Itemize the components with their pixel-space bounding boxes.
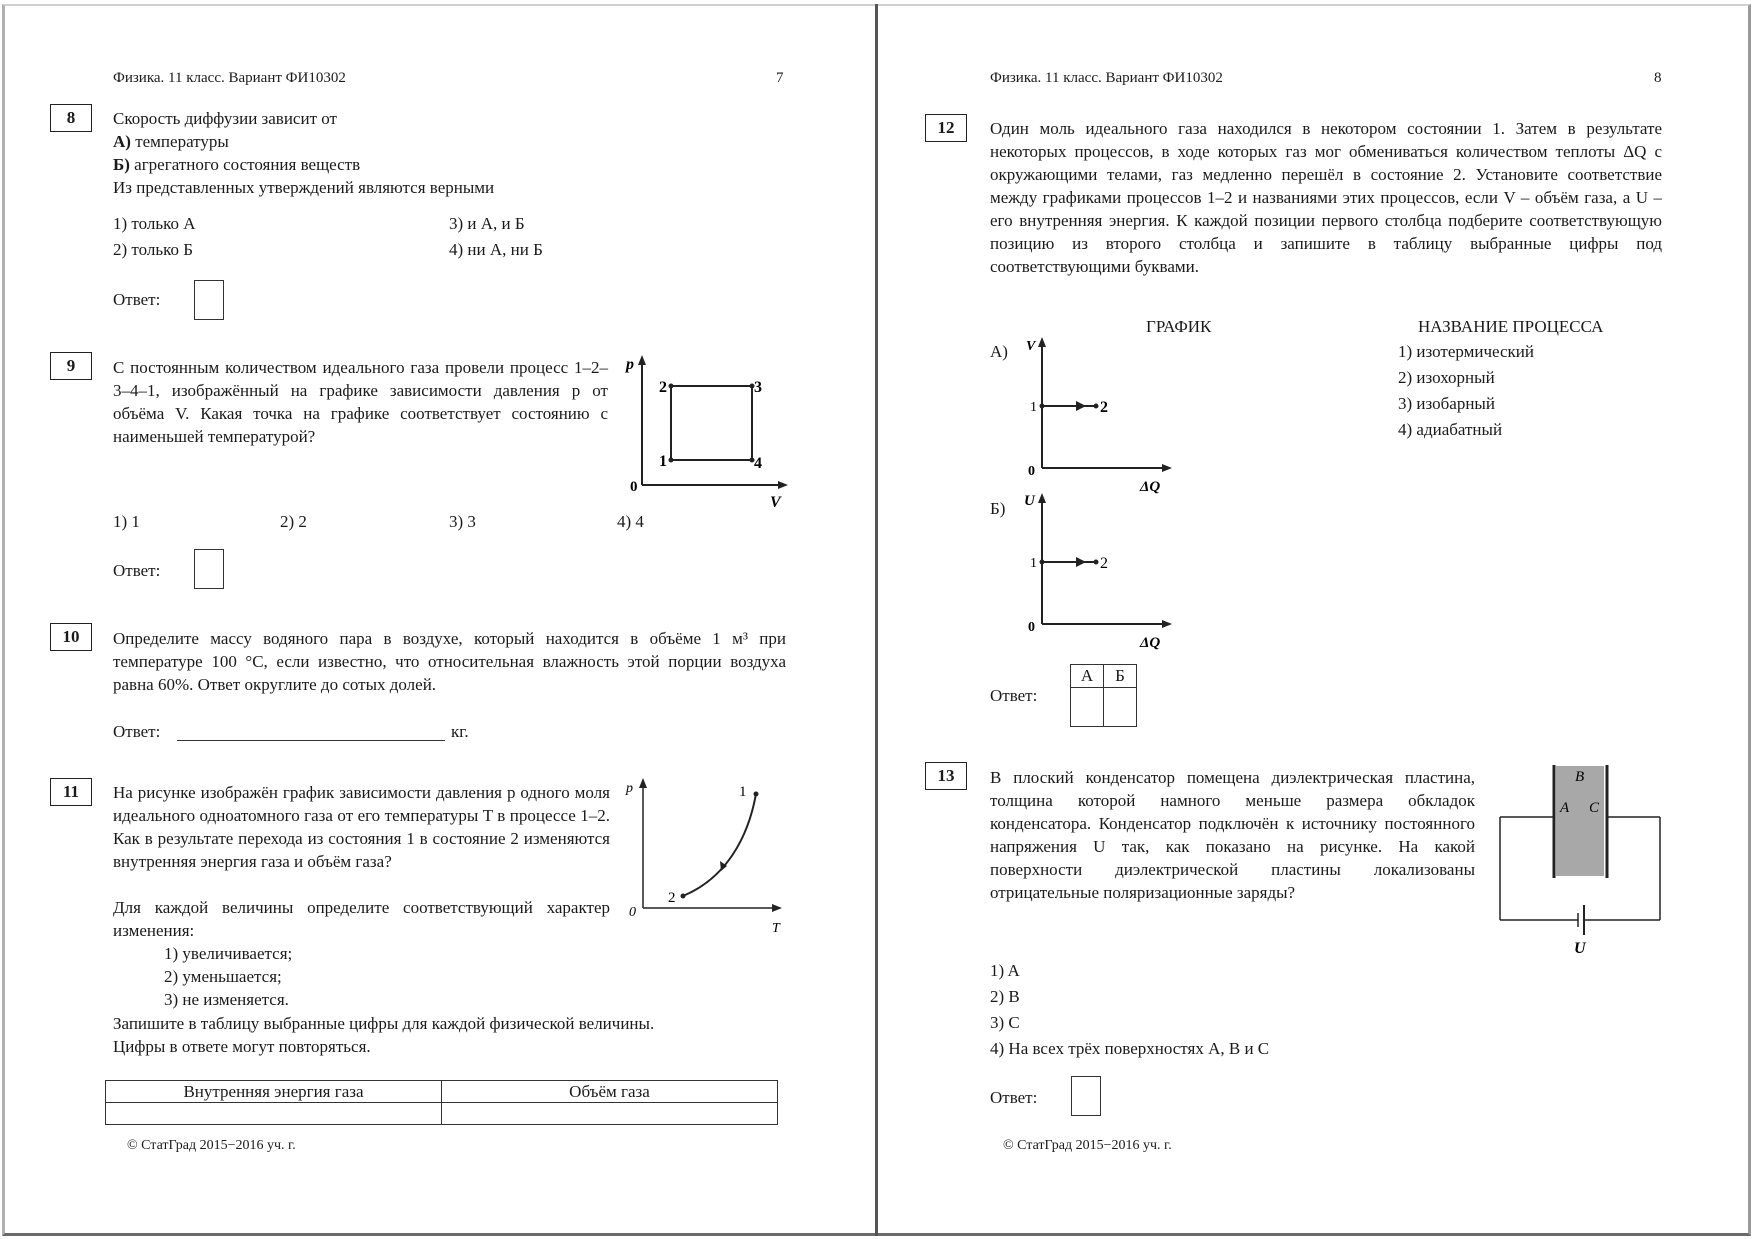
process-option-3: 3) изобарный bbox=[1398, 394, 1495, 413]
page-header: Физика. 11 класс. Вариант ФИ10302 bbox=[113, 70, 346, 86]
right-page bbox=[878, 0, 1754, 1239]
energy-answer-cell[interactable] bbox=[106, 1103, 442, 1125]
q8-item-b: Б) агрегатного состояния веществ bbox=[113, 155, 361, 174]
graph-b-label: Б) bbox=[990, 499, 1006, 518]
q10-unit: кг. bbox=[451, 722, 469, 741]
q11-answer-table bbox=[105, 1080, 778, 1125]
surface-b-label: B bbox=[1575, 769, 1585, 785]
q11-choice-3: 3) не изменяется. bbox=[164, 990, 289, 1009]
svg-text:1: 1 bbox=[739, 784, 747, 800]
q8-stem: Скорость диффузии зависит от bbox=[113, 109, 337, 128]
table-header-volume: Объём газа bbox=[442, 1081, 778, 1103]
table-header-energy: Внутренняя энергия газа bbox=[106, 1081, 442, 1103]
svg-text:0: 0 bbox=[630, 479, 638, 495]
q13-option-2[interactable]: 2) B bbox=[990, 987, 1020, 1006]
graph-column-header: ГРАФИК bbox=[1146, 317, 1212, 336]
svg-text:0: 0 bbox=[1028, 464, 1035, 479]
q10-text: Определите массу водяного пара в воздухе, который находится в объёме 1 м³ при температуре 100 °С, если известно, что относительная влажность этой порции воздуха равна 60%. Ответ округлите до сотых долей. bbox=[113, 629, 786, 694]
q8-option-2[interactable]: 2) только Б bbox=[113, 240, 194, 259]
svg-text:1: 1 bbox=[1030, 400, 1037, 415]
svg-text:2: 2 bbox=[1100, 399, 1108, 416]
question-number-8: 8 bbox=[50, 104, 92, 132]
q9-option-4[interactable]: 4) 4 bbox=[617, 512, 644, 531]
q9-option-3[interactable]: 3) 3 bbox=[449, 512, 476, 531]
page-header: Физика. 11 класс. Вариант ФИ10302 bbox=[990, 70, 1223, 86]
q9-option-2[interactable]: 2) 2 bbox=[280, 512, 307, 531]
q13-answer-label: Ответ: bbox=[990, 1088, 1038, 1107]
q11-pt-graph bbox=[626, 778, 786, 938]
svg-text:0: 0 bbox=[1028, 620, 1035, 635]
graph-a-v-vs-dq bbox=[1016, 335, 1176, 495]
volume-answer-cell[interactable] bbox=[442, 1103, 778, 1125]
q13-text: В плоский конденсатор помещена диэлектрическая пластина, толщина которой намного меньше размера обкладок конденсатора. Конденсатор подключён к источнику постоянного напряжения U так, как показано на рисунке. На какой поверхности диэлектрической пластины локализованы отрицательные поляризационные заряды? bbox=[990, 768, 1475, 902]
process-option-1: 1) изотермический bbox=[1398, 342, 1534, 361]
q8-item-a: А) температуры bbox=[113, 132, 229, 151]
svg-text:4: 4 bbox=[754, 455, 762, 472]
svg-text:0: 0 bbox=[629, 905, 636, 920]
svg-text:ΔQ: ΔQ bbox=[1140, 635, 1161, 651]
q12-text: Один моль идеального газа находился в некотором состоянии 1. Затем в результате некоторых процессов, в ходе которых газ мог обмениваться количеством теплоты ΔQ с окружающими телами, газ медленно перешёл в состояние 2. Установите соответствие между графиками процессов 1–2 и названиями этих процессов, если V – объём газа, а U – его внутренняя энергия. К каждой позиции первого столбца подберите соответствующую позицию из второго столбца и запишите в таблицу выбранные цифры под соответствующими буквами. bbox=[990, 119, 1662, 276]
page-number: 8 bbox=[1654, 70, 1662, 86]
q9-pv-graph bbox=[620, 355, 790, 510]
voltage-label: U bbox=[1574, 940, 1586, 957]
copyright-footer: © СтатГрад 2015−2016 уч. г. bbox=[1003, 1138, 1172, 1153]
surface-a-label: A bbox=[1560, 800, 1570, 816]
q13-answer-box[interactable] bbox=[1071, 1076, 1101, 1116]
q9-text: С постоянным количеством идеального газа провели процесс 1–2–3–4–1, изображённый на графике зависимости давления p от объёма V. Какая точка на графике соответствует состоянию с наименьшей температурой? bbox=[113, 358, 608, 446]
q12-answer-label: Ответ: bbox=[990, 686, 1038, 705]
q8-prompt: Из представленных утверждений являются верными bbox=[113, 178, 495, 197]
answer-cell-b[interactable] bbox=[1104, 688, 1137, 727]
process-column-header: НАЗВАНИЕ ПРОЦЕССА bbox=[1418, 317, 1604, 336]
question-number-13: 13 bbox=[925, 762, 967, 790]
answer-col-a: А bbox=[1071, 665, 1104, 688]
q11-instruction-1: Запишите в таблицу выбранные цифры для каждой физической величины. bbox=[113, 1014, 655, 1033]
graph-b-u-vs-dq bbox=[1016, 491, 1176, 651]
q11-text: На рисунке изображён график зависимости давления p одного моля идеального одноатомного газа от его температуры T в процессе 1–2. Как в результате перехода из состояния 1 в состояние 2 изменяются внутренняя энергия газа и объём газа? bbox=[113, 783, 610, 871]
question-number-10: 10 bbox=[50, 623, 92, 651]
q9-option-1[interactable]: 1) 1 bbox=[113, 512, 140, 531]
q12-answer-table bbox=[1070, 664, 1137, 727]
v-axis-label: V bbox=[770, 494, 781, 511]
q8-option-3[interactable]: 3) и А, и Б bbox=[449, 214, 525, 233]
svg-text:3: 3 bbox=[754, 379, 762, 396]
q13-option-1[interactable]: 1) A bbox=[990, 961, 1020, 980]
q8-option-1[interactable]: 1) только А bbox=[113, 214, 196, 233]
q8-answer-box[interactable] bbox=[194, 280, 224, 320]
q11-instruction-2: Цифры в ответе могут повторяться. bbox=[113, 1037, 371, 1056]
process-option-2: 2) изохорный bbox=[1398, 368, 1495, 387]
q13-option-3[interactable]: 3) C bbox=[990, 1013, 1020, 1032]
t-axis-label: T bbox=[772, 921, 780, 936]
page-number: 7 bbox=[776, 70, 784, 86]
svg-text:2: 2 bbox=[659, 379, 667, 396]
left-page bbox=[0, 0, 875, 1239]
capacitor-circuit-diagram bbox=[1490, 760, 1675, 965]
graph-a-label: А) bbox=[990, 342, 1008, 361]
q8-answer-label: Ответ: bbox=[113, 290, 161, 309]
p-axis-label: p bbox=[626, 356, 634, 373]
q9-answer-label: Ответ: bbox=[113, 561, 161, 580]
question-number-11: 11 bbox=[50, 778, 92, 806]
svg-text:V: V bbox=[1026, 339, 1036, 354]
q8-option-4[interactable]: 4) ни А, ни Б bbox=[449, 240, 543, 259]
copyright-footer: © СтатГрад 2015−2016 уч. г. bbox=[127, 1138, 296, 1153]
q11-choice-2: 2) уменьшается; bbox=[164, 967, 282, 986]
question-number-12: 12 bbox=[925, 114, 967, 142]
svg-text:1: 1 bbox=[1030, 556, 1037, 571]
q11-choice-1: 1) увеличивается; bbox=[164, 944, 293, 963]
q11-text2: Для каждой величины определите соответствующий характер изменения: bbox=[113, 898, 610, 940]
surface-c-label: C bbox=[1589, 800, 1600, 816]
q10-answer-label: Ответ: bbox=[113, 722, 161, 741]
q10-answer-field[interactable] bbox=[177, 740, 445, 741]
svg-text:2: 2 bbox=[668, 890, 676, 906]
svg-text:U: U bbox=[1024, 493, 1035, 509]
process-option-4: 4) адиабатный bbox=[1398, 420, 1503, 439]
q9-answer-box[interactable] bbox=[194, 549, 224, 589]
question-number-9: 9 bbox=[50, 352, 92, 380]
answer-col-b: Б bbox=[1104, 665, 1137, 688]
p-axis-label: p bbox=[626, 781, 633, 796]
q13-option-4[interactable]: 4) На всех трёх поверхностях A, B и C bbox=[990, 1039, 1270, 1058]
answer-cell-a[interactable] bbox=[1071, 688, 1104, 727]
svg-text:1: 1 bbox=[659, 453, 667, 470]
svg-text:2: 2 bbox=[1100, 555, 1108, 572]
svg-text:ΔQ: ΔQ bbox=[1140, 479, 1161, 495]
